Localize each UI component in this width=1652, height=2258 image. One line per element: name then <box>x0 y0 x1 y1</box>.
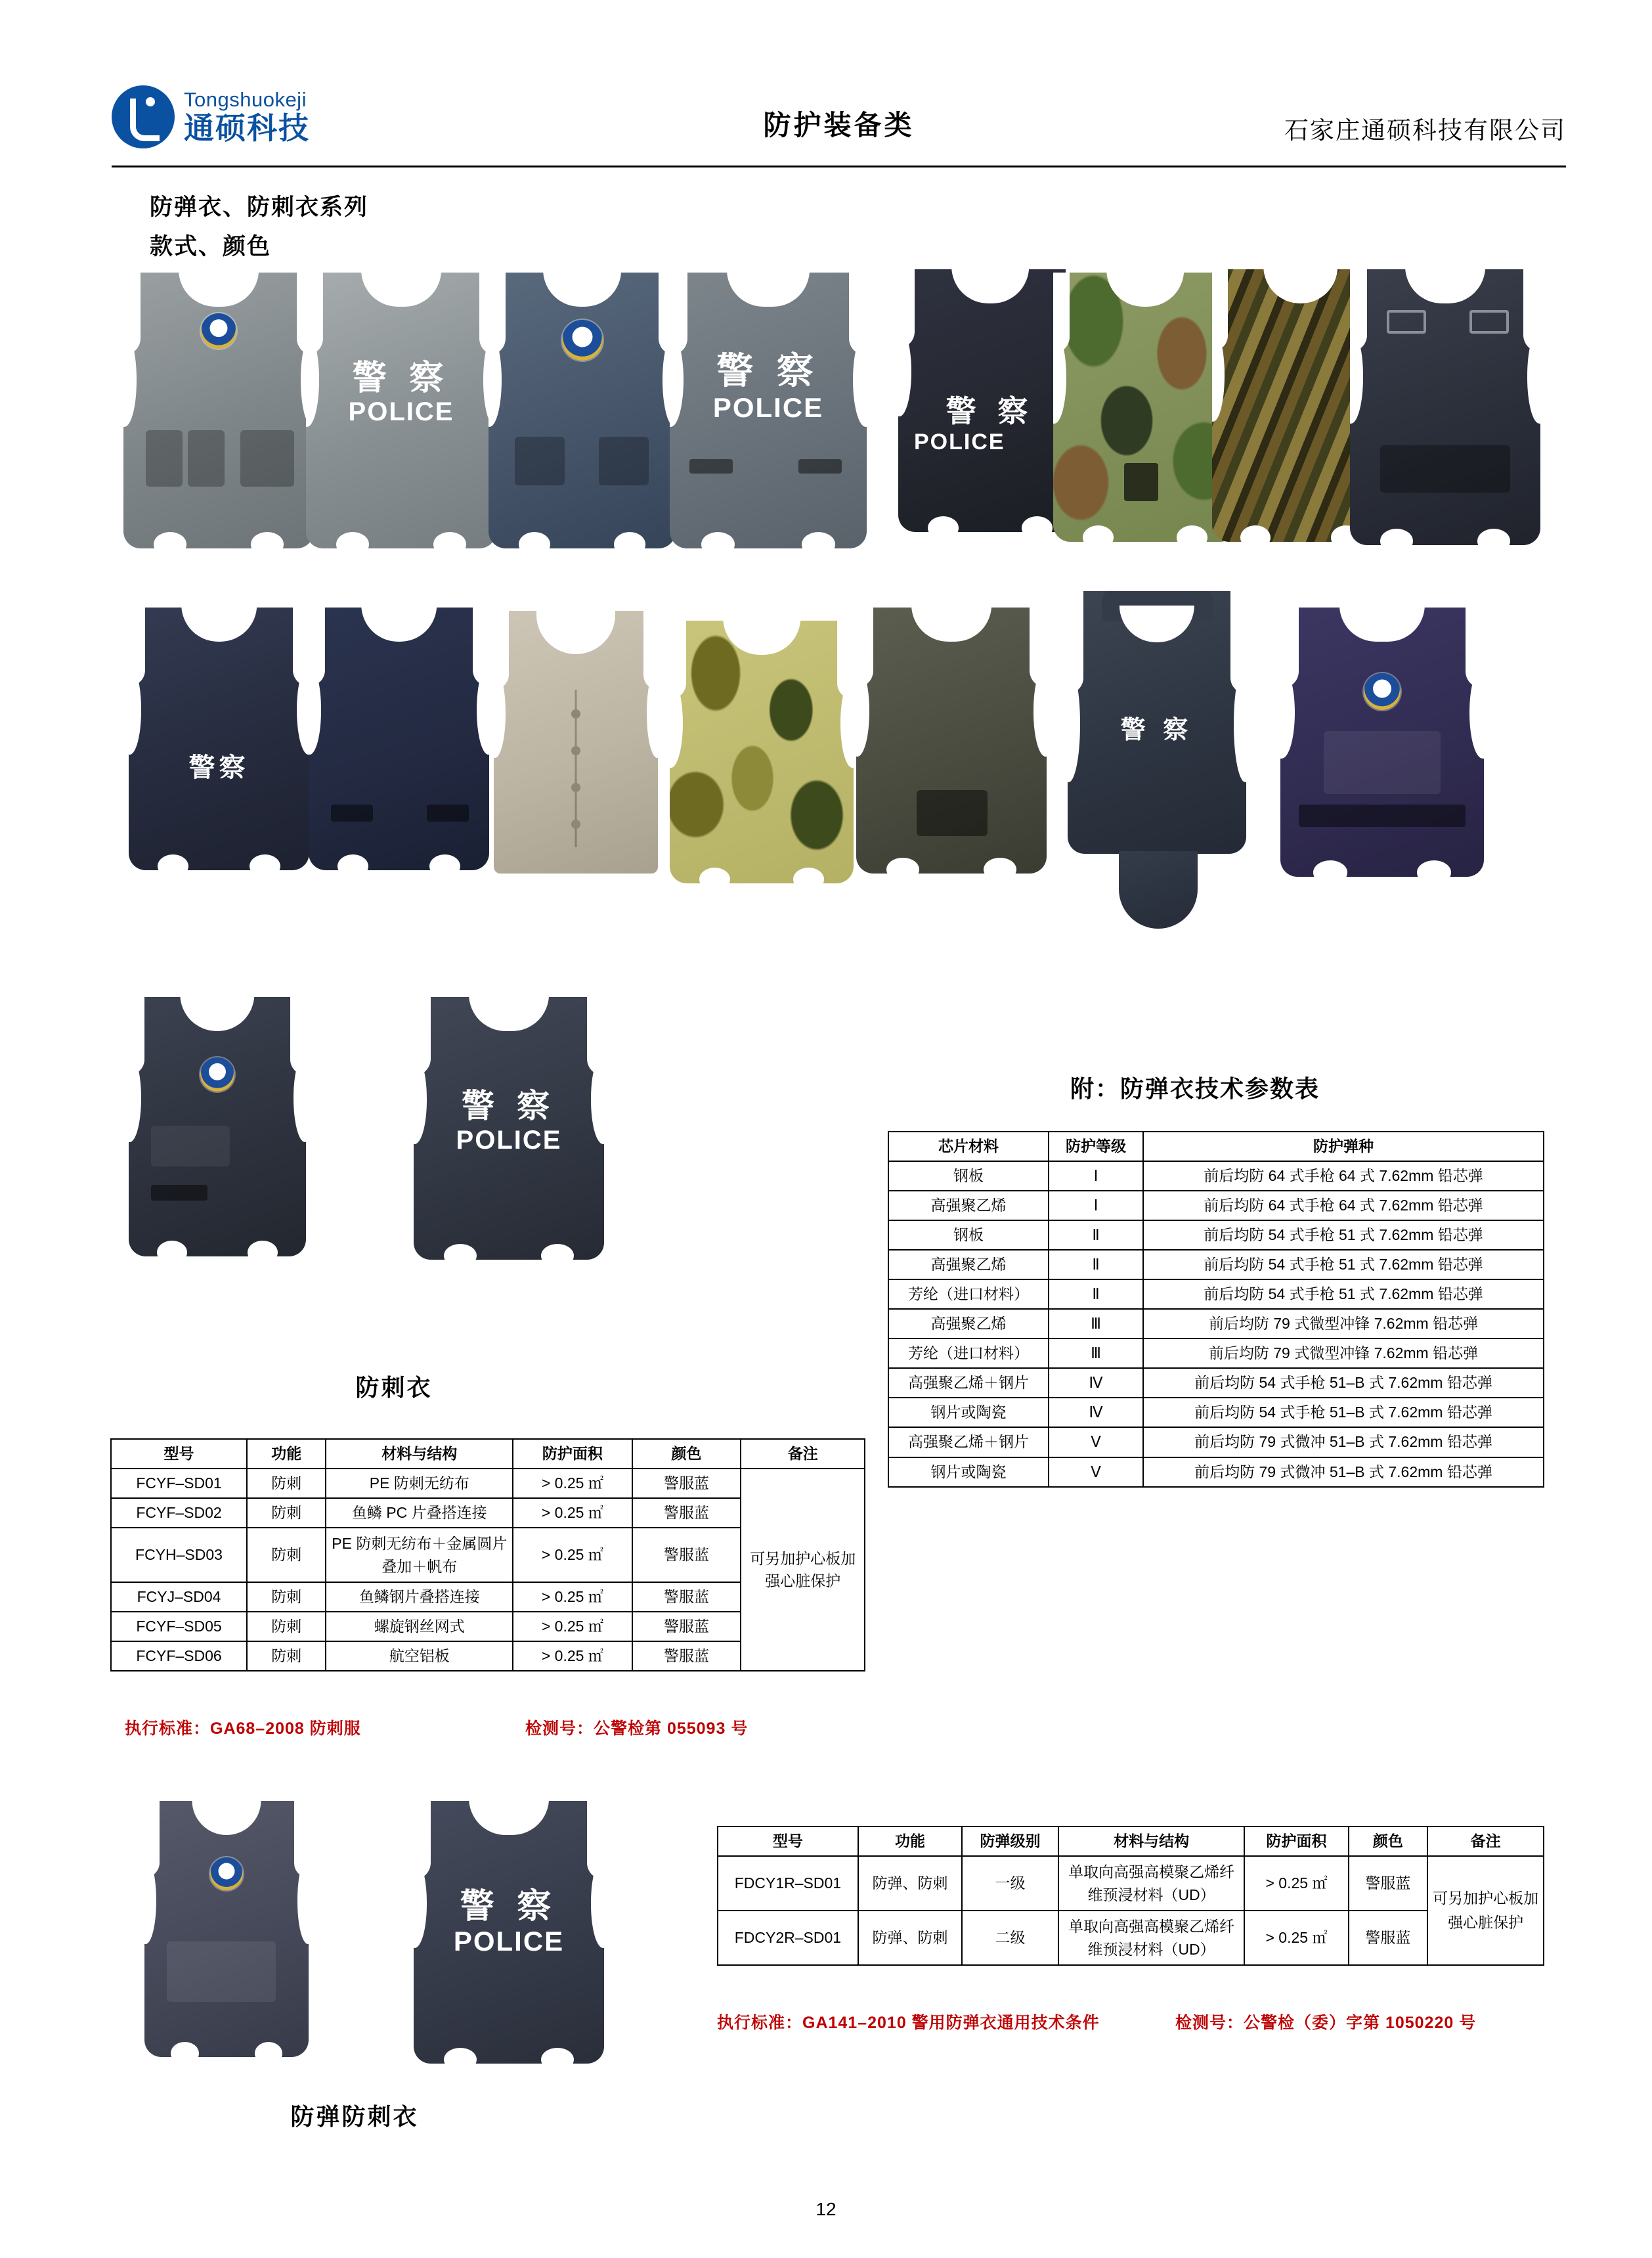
cell-ammo: 前后均防 54 式手枪 51–B 式 7.62mm 铅芯弹 <box>1143 1398 1544 1427</box>
vest-label-cn: 警 察 <box>716 350 820 391</box>
cell-area: > 0.25 ㎡ <box>513 1469 632 1498</box>
cell-level: Ⅳ <box>1049 1398 1143 1427</box>
logo-latin-name: Tongshuokeji <box>184 87 307 111</box>
table-row <box>888 1398 1544 1427</box>
cell-area: > 0.25 ㎡ <box>1244 1911 1348 1965</box>
bullet-col-remark: 备注 <box>1427 1826 1544 1856</box>
spec-col-level: 防护等级 <box>1049 1132 1143 1161</box>
bullet-col-area: 防护面积 <box>1244 1826 1348 1856</box>
table-row <box>888 1427 1544 1457</box>
cell-model: FCYF–SD05 <box>111 1612 247 1641</box>
cell-material: 钢板 <box>888 1161 1049 1191</box>
cell-material: 单取向高强高模聚乙烯纤维预浸材料（UD） <box>1058 1911 1245 1965</box>
table-row <box>111 1469 865 1498</box>
cell-material: 高强聚乙烯＋钢片 <box>888 1368 1049 1398</box>
bullet-test-note: 检测号：公警检（委）字第 1050220 号 <box>1175 2014 1477 2032</box>
cell-color: 警服蓝 <box>1349 1856 1428 1911</box>
bullet-col-material: 材料与结构 <box>1058 1826 1245 1856</box>
cell-level: Ⅱ <box>1049 1250 1143 1279</box>
cell-model: FCYF–SD01 <box>111 1469 247 1498</box>
vest-label-cn: 警 察 <box>460 1888 558 1926</box>
cell-color: 警服蓝 <box>632 1469 741 1498</box>
section-heading-series: 防弹衣、防刺衣系列 <box>150 194 369 220</box>
cell-ammo: 前后均防 54 式手枪 51–B 式 7.62mm 铅芯弹 <box>1143 1368 1544 1398</box>
vest-label-en: POLICE <box>453 1926 565 1957</box>
cell-material: 高强聚乙烯 <box>888 1250 1049 1279</box>
police-emblem-icon <box>200 1057 234 1092</box>
stab-standard-note: 执行标准：GA68–2008 防刺服 <box>125 1719 361 1738</box>
table-row <box>718 1911 1544 1965</box>
bullet-col-model: 型号 <box>718 1826 858 1856</box>
vest-photo-beige-button <box>494 611 658 874</box>
vest-photo-blue-front <box>489 273 676 548</box>
cell-ammo: 前后均防 54 式手枪 51 式 7.62mm 铅芯弹 <box>1143 1220 1544 1250</box>
vest-photo-duckhunter-camo <box>670 621 854 883</box>
page-number: 12 <box>815 2199 837 2219</box>
cell-material: 高强聚乙烯＋钢片 <box>888 1427 1049 1457</box>
cell-level: 一级 <box>962 1856 1058 1911</box>
police-emblem-icon <box>1364 673 1401 710</box>
section-heading-style: 款式、颜色 <box>150 234 272 259</box>
stab-col-remark: 备注 <box>741 1439 865 1469</box>
cell-level: Ⅲ <box>1049 1309 1143 1339</box>
cell-function: 防弹、防刺 <box>858 1856 962 1911</box>
cell-color: 警服蓝 <box>632 1582 741 1612</box>
cell-function: 防刺 <box>247 1582 326 1612</box>
bulletproof-vest-table <box>717 1826 1544 1966</box>
vest-label-cn: 警察 <box>188 753 250 782</box>
cell-material: 螺旋钢丝网式 <box>326 1612 513 1641</box>
cell-ammo: 前后均防 54 式手枪 51 式 7.62mm 铅芯弹 <box>1143 1250 1544 1279</box>
cell-material: 钢片或陶瓷 <box>888 1457 1049 1487</box>
cell-material: 单取向高强高模聚乙烯纤维预浸材料（UD） <box>1058 1856 1245 1911</box>
vest-photo-grey-back <box>306 273 496 548</box>
cell-model: FCYH–SD03 <box>111 1528 247 1582</box>
table-row <box>888 1161 1544 1191</box>
stab-col-function: 功能 <box>247 1439 326 1469</box>
table-row <box>888 1220 1544 1250</box>
cell-level: Ⅱ <box>1049 1279 1143 1309</box>
vest-photo-woodland-camo <box>1053 273 1237 542</box>
bullet-stab-vest-photo-back <box>414 1801 604 2064</box>
cell-function: 防刺 <box>247 1528 326 1582</box>
cell-color: 警服蓝 <box>632 1528 741 1582</box>
cell-level: Ⅴ <box>1049 1427 1143 1457</box>
caption-bullet-stab-vest: 防弹防刺衣 <box>290 2103 419 2130</box>
cell-function: 防刺 <box>247 1469 326 1498</box>
bullet-col-level: 防弹级别 <box>962 1826 1058 1856</box>
cell-function: 防刺 <box>247 1641 326 1671</box>
vest-label-cn: 警 察 <box>352 359 450 397</box>
cell-ammo: 前后均防 79 式微型冲锋 7.62mm 铅芯弹 <box>1143 1309 1544 1339</box>
cell-ammo: 前后均防 79 式微冲 51–B 式 7.62mm 铅芯弹 <box>1143 1427 1544 1457</box>
header-divider <box>112 166 1566 167</box>
spec-col-material: 芯片材料 <box>888 1132 1049 1161</box>
cell-level: Ⅰ <box>1049 1191 1143 1220</box>
table-row <box>888 1309 1544 1339</box>
cell-material: 钢板 <box>888 1220 1049 1250</box>
vest-photo-grey-front <box>123 273 314 548</box>
stab-col-color: 颜色 <box>632 1439 741 1469</box>
vest-photo-olive-tactical <box>856 608 1047 874</box>
vest-photo-navy-collar-groin <box>1068 591 1246 933</box>
vest-photo-purple-emblem <box>1280 608 1484 877</box>
cell-material: 鱼鳞钢片叠搭连接 <box>326 1582 513 1612</box>
table-row <box>888 1250 1544 1279</box>
table-row <box>718 1856 1544 1911</box>
vest-photo-navy-front-label <box>129 608 309 870</box>
cell-model: FDCY2R–SD01 <box>718 1911 858 1965</box>
cell-ammo: 前后均防 54 式手枪 51 式 7.62mm 铅芯弹 <box>1143 1279 1544 1309</box>
company-name: 石家庄通硕科技有限公司 <box>1284 117 1566 144</box>
cell-ammo: 前后均防 64 式手枪 64 式 7.62mm 铅芯弹 <box>1143 1161 1544 1191</box>
table-header-row <box>888 1132 1544 1161</box>
caption-stab-vest: 防刺衣 <box>355 1374 433 1401</box>
cell-color: 警服蓝 <box>1349 1911 1428 1965</box>
bullet-stab-vest-photo-front <box>144 1801 309 2057</box>
table-row <box>888 1279 1544 1309</box>
stab-vest-photo-back <box>414 997 604 1260</box>
cell-area: > 0.25 ㎡ <box>1244 1856 1348 1911</box>
cell-material: 芳纶（进口材料） <box>888 1339 1049 1368</box>
cell-model: FCYJ–SD04 <box>111 1582 247 1612</box>
cell-function: 防刺 <box>247 1612 326 1641</box>
spec-col-ammo: 防护弹种 <box>1143 1132 1544 1161</box>
vest-photo-bluegrey-back <box>670 273 867 548</box>
stab-col-area: 防护面积 <box>513 1439 632 1469</box>
table-row <box>888 1368 1544 1398</box>
bullet-col-color: 颜色 <box>1349 1826 1428 1856</box>
stab-test-note: 检测号：公警检第 055093 号 <box>525 1719 749 1738</box>
police-emblem-icon <box>201 313 236 349</box>
cell-color: 警服蓝 <box>632 1612 741 1641</box>
cell-ammo: 前后均防 64 式手枪 64 式 7.62mm 铅芯弹 <box>1143 1191 1544 1220</box>
page-title: 防护装备类 <box>763 110 915 141</box>
cell-color: 警服蓝 <box>632 1498 741 1528</box>
cell-area: > 0.25 ㎡ <box>513 1528 632 1582</box>
cell-level: Ⅳ <box>1049 1368 1143 1398</box>
vest-label-en: POLICE <box>348 397 454 426</box>
cell-material: 高强聚乙烯 <box>888 1191 1049 1220</box>
cell-material: 鱼鳞 PC 片叠搭连接 <box>326 1498 513 1528</box>
cell-function: 防弹、防刺 <box>858 1911 962 1965</box>
cell-area: > 0.25 ㎡ <box>513 1582 632 1612</box>
cell-model: FDCY1R–SD01 <box>718 1856 858 1911</box>
cell-area: > 0.25 ㎡ <box>513 1641 632 1671</box>
vest-label-en: POLICE <box>712 392 824 423</box>
cell-level: Ⅰ <box>1049 1161 1143 1191</box>
cell-ammo: 前后均防 79 式微冲 51–B 式 7.62mm 铅芯弹 <box>1143 1457 1544 1487</box>
logo-chinese-name: 通硕科技 <box>184 110 310 145</box>
spec-table <box>888 1131 1544 1488</box>
bullet-standard-note: 执行标准：GA141–2010 警用防弹衣通用技术条件 <box>717 2014 1100 2032</box>
page-header <box>112 85 1566 167</box>
stab-col-material: 材料与结构 <box>326 1439 513 1469</box>
table-row <box>888 1191 1544 1220</box>
vest-label-en: POLICE <box>914 430 1005 454</box>
vest-label-cn: 警 察 <box>462 1088 556 1124</box>
police-emblem-icon <box>562 320 603 361</box>
cell-material: 钢片或陶瓷 <box>888 1398 1049 1427</box>
bullet-col-function: 功能 <box>858 1826 962 1856</box>
stab-col-model: 型号 <box>111 1439 247 1469</box>
cell-model: FCYF–SD06 <box>111 1641 247 1671</box>
table-header-row <box>111 1439 865 1469</box>
table-row <box>888 1339 1544 1368</box>
cell-material: 芳纶（进口材料） <box>888 1279 1049 1309</box>
cell-level: Ⅲ <box>1049 1339 1143 1368</box>
vest-label-cn: 警 察 <box>1120 717 1194 744</box>
cell-material: PE 防刺无纺布 <box>326 1469 513 1498</box>
vest-photo-navy-plain <box>309 608 489 870</box>
cell-remark: 可另加护心板加强心脏保护 <box>741 1469 865 1671</box>
cell-ammo: 前后均防 79 式微型冲锋 7.62mm 铅芯弹 <box>1143 1339 1544 1368</box>
cell-material: 航空铝板 <box>326 1641 513 1671</box>
stab-vest-photo-front <box>129 997 306 1256</box>
vest-photo-navy-buckles <box>1350 269 1540 545</box>
vest-label-cn: 警 察 <box>946 394 1035 428</box>
cell-material: 高强聚乙烯 <box>888 1309 1049 1339</box>
cell-model: FCYF–SD02 <box>111 1498 247 1528</box>
cell-area: > 0.25 ㎡ <box>513 1612 632 1641</box>
police-emblem-icon <box>210 1857 243 1890</box>
vest-label-en: POLICE <box>456 1126 562 1155</box>
stab-vest-table <box>110 1438 865 1671</box>
table-header-row <box>718 1826 1544 1856</box>
cell-level: 二级 <box>962 1911 1058 1965</box>
cell-level: Ⅱ <box>1049 1220 1143 1250</box>
cell-area: > 0.25 ㎡ <box>513 1498 632 1528</box>
cell-material: PE 防刺无纺布＋金属圆片叠加＋帆布 <box>326 1528 513 1582</box>
cell-remark: 可另加护心板加强心脏保护 <box>1427 1856 1544 1965</box>
cell-function: 防刺 <box>247 1498 326 1528</box>
cell-level: Ⅴ <box>1049 1457 1143 1487</box>
cell-color: 警服蓝 <box>632 1641 741 1671</box>
table-row <box>888 1457 1544 1487</box>
spec-table-title: 附：防弹衣技术参数表 <box>1070 1075 1320 1102</box>
